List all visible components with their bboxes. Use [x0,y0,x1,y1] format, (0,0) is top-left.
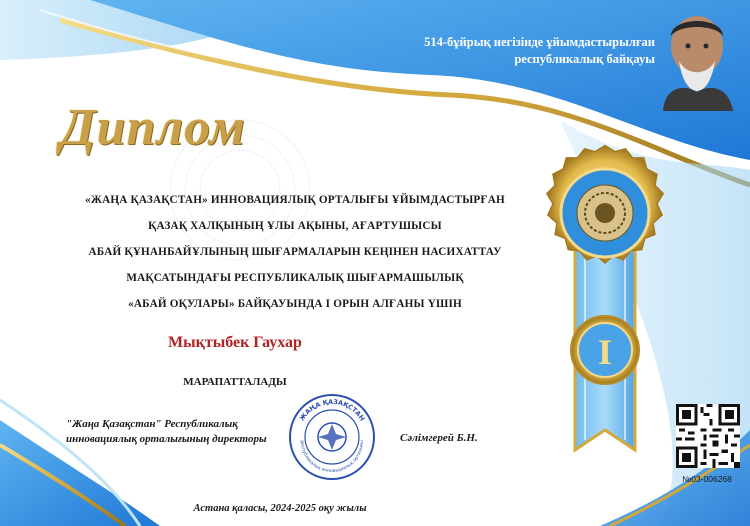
qr-code-icon [676,404,740,468]
body-line: ҚАЗАҚ ХАЛҚЫНЫҢ ҰЛЫ АҚЫНЫ, АҒАРТУШЫСЫ [148,220,442,232]
signatory-name: Сәлімгерей Б.Н. [400,432,478,444]
stamp-ring-text-bottom: республикалық инновациялық орталығы [298,440,366,475]
document-number: №03-006268 [682,474,732,484]
stamp-ring-text: ЖАҢА ҚАЗАҚСТАН [297,397,367,423]
top-note-line1: 514-бұйрық негізінде ұйымдастырылған [424,35,655,49]
top-note-line2: республикалық байқауы [514,52,655,66]
body-line: «ЖАҢА ҚАЗАҚСТАН» ИННОВАЦИЯЛЫҚ ОРТАЛЫҒЫ ҰЙЫМДАСТЫРҒАН [85,194,505,206]
footer-place-date: Астана қаласы, 2024-2025 оқу жылы [193,503,367,514]
body-line: МАҚСАТЫНДАҒЫ РЕСПУБЛИКАЛЫҚ ШЫҒАРМАШЫЛЫҚ [126,272,464,284]
diploma-title: Диплом [60,99,246,156]
body-line: АБАЙ ҚҰНАНБАЙҰЛЫНЫҢ ШЫҒАРМАЛАРЫН КЕҢІНЕН НАСИХАТТАУ [88,246,502,258]
signatory-org-line1: "Жаңа Қазақстан" Республикалық [66,418,238,430]
recipient-name: Мықтыбек Гаухар [168,334,302,351]
stamp-icon [287,392,377,482]
portrait-icon [655,6,740,111]
signatory-org [66,417,306,447]
awarded-label: МАРАПАТТАЛАДЫ [183,376,287,388]
signatory-org-line2: инновациялық орталығының директоры [66,433,267,445]
top-note [400,34,655,68]
body-line: «АБАЙ ОҚУЛАРЫ» БАЙҚАУЫНДА І ОРЫН АЛҒАНЫ ҮШІН [128,298,462,310]
medal-icon [530,130,680,470]
place-numeral: I [597,332,613,372]
